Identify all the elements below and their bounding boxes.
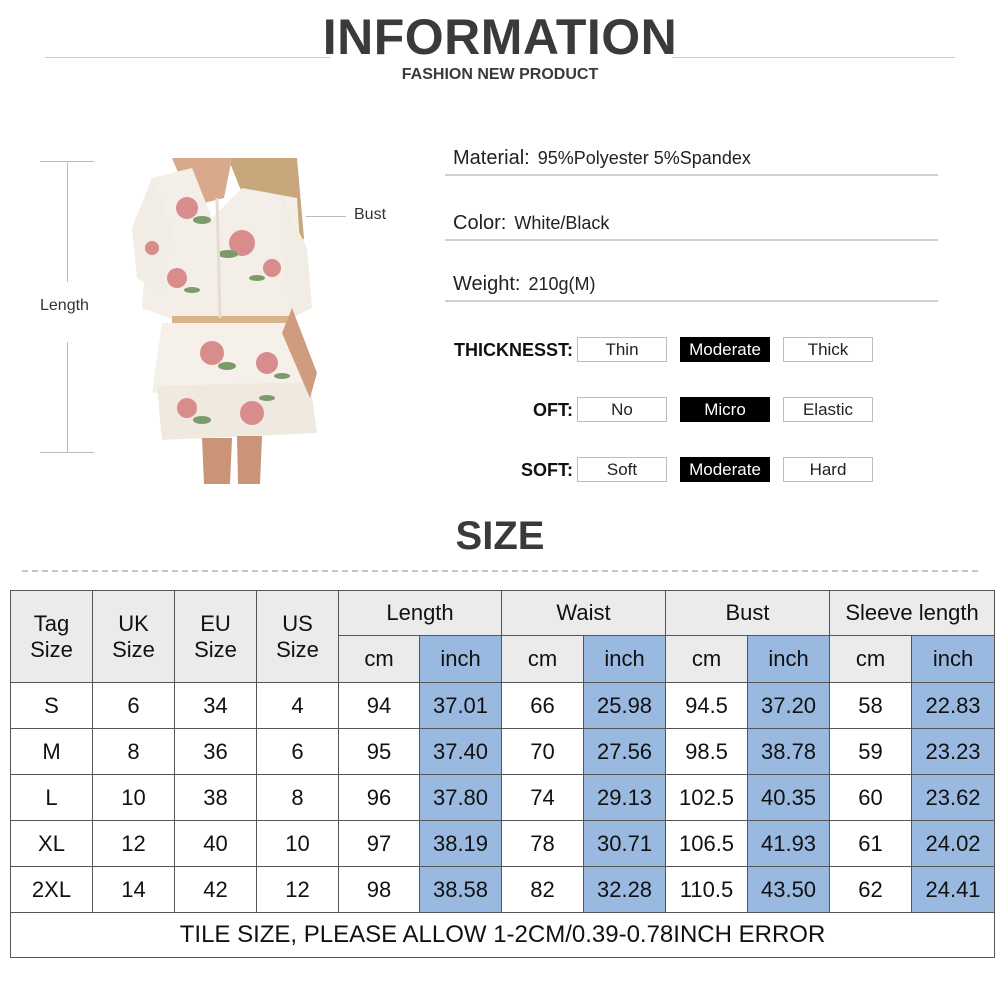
table-cell: 96 bbox=[339, 775, 420, 821]
table-cell: 74 bbox=[502, 775, 584, 821]
table-cell: 37.80 bbox=[420, 775, 502, 821]
table-cell: 22.83 bbox=[912, 683, 995, 729]
table-cell: 8 bbox=[93, 729, 175, 775]
thickness-option-thick[interactable]: Thick bbox=[783, 337, 873, 362]
weight-value: 210g(M) bbox=[528, 274, 596, 294]
table-cell: 14 bbox=[93, 867, 175, 913]
unit-cm: cm bbox=[666, 636, 748, 683]
table-cell: 40.35 bbox=[748, 775, 830, 821]
table-cell: 41.93 bbox=[748, 821, 830, 867]
bust-guide-label: Bust bbox=[354, 206, 387, 223]
table-cell: 70 bbox=[502, 729, 584, 775]
table-cell: 94 bbox=[339, 683, 420, 729]
size-table-note-row bbox=[11, 913, 995, 958]
table-cell: XL bbox=[11, 821, 93, 867]
table-cell: 97 bbox=[339, 821, 420, 867]
weight-divider bbox=[445, 300, 938, 302]
soft-option-hard[interactable]: Hard bbox=[783, 457, 873, 482]
table-cell: 58 bbox=[830, 683, 912, 729]
table-cell: 62 bbox=[830, 867, 912, 913]
table-cell: 2XL bbox=[11, 867, 93, 913]
oft-option-no[interactable]: No bbox=[577, 397, 667, 422]
material-value: 95%Polyester 5%Spandex bbox=[537, 148, 751, 168]
material-divider bbox=[445, 174, 938, 176]
table-cell: M bbox=[11, 729, 93, 775]
unit-cm: cm bbox=[830, 636, 912, 683]
unit-inch: inch bbox=[420, 636, 502, 683]
table-cell: 61 bbox=[830, 821, 912, 867]
soft-label: SOFT: bbox=[521, 460, 573, 480]
table-cell: 38.19 bbox=[420, 821, 502, 867]
table-row bbox=[11, 729, 995, 775]
length-guide-bottom-tick bbox=[40, 452, 94, 453]
table-cell: 10 bbox=[257, 821, 339, 867]
table-cell: 32.28 bbox=[584, 867, 666, 913]
table-cell: 98 bbox=[339, 867, 420, 913]
oft-label: OFT: bbox=[533, 400, 573, 420]
table-cell: 25.98 bbox=[584, 683, 666, 729]
oft-option-elastic[interactable]: Elastic bbox=[783, 397, 873, 422]
table-cell: 38.58 bbox=[420, 867, 502, 913]
table-cell: 23.23 bbox=[912, 729, 995, 775]
header-bust: Bust bbox=[666, 591, 830, 636]
product-photo bbox=[132, 158, 322, 484]
table-row bbox=[11, 775, 995, 821]
length-guide-label: Length bbox=[40, 297, 89, 314]
table-cell: 60 bbox=[830, 775, 912, 821]
table-cell: 95 bbox=[339, 729, 420, 775]
color-label: Color: bbox=[453, 212, 507, 234]
header-sleeve-length: Sleeve length bbox=[830, 591, 995, 636]
length-guide-lower-line bbox=[67, 342, 68, 452]
table-cell: 36 bbox=[175, 729, 257, 775]
header-length: Length bbox=[339, 591, 502, 636]
material-row bbox=[453, 147, 751, 170]
color-divider bbox=[445, 239, 938, 241]
table-cell: 98.5 bbox=[666, 729, 748, 775]
page-title: INFORMATION bbox=[322, 9, 678, 65]
table-cell: 59 bbox=[830, 729, 912, 775]
table-cell: 42 bbox=[175, 867, 257, 913]
table-row bbox=[11, 867, 995, 913]
table-cell: 40 bbox=[175, 821, 257, 867]
length-guide-upper-line bbox=[67, 161, 68, 282]
table-cell: 66 bbox=[502, 683, 584, 729]
table-cell: 27.56 bbox=[584, 729, 666, 775]
unit-inch: inch bbox=[748, 636, 830, 683]
unit-cm: cm bbox=[339, 636, 420, 683]
table-cell: 29.13 bbox=[584, 775, 666, 821]
table-cell: 94.5 bbox=[666, 683, 748, 729]
size-table-body bbox=[11, 683, 995, 913]
table-cell: 12 bbox=[257, 867, 339, 913]
header-tag-size: Tag Size bbox=[11, 591, 93, 683]
header-waist: Waist bbox=[502, 591, 666, 636]
table-cell: 38 bbox=[175, 775, 257, 821]
table-row bbox=[11, 821, 995, 867]
unit-inch: inch bbox=[912, 636, 995, 683]
soft-option-moderate[interactable]: Moderate bbox=[680, 457, 770, 482]
thickness-option-moderate[interactable]: Moderate bbox=[680, 337, 770, 362]
table-cell: 102.5 bbox=[666, 775, 748, 821]
size-section-divider bbox=[22, 570, 978, 572]
table-cell: 8 bbox=[257, 775, 339, 821]
unit-inch: inch bbox=[584, 636, 666, 683]
table-cell: 10 bbox=[93, 775, 175, 821]
table-cell: 106.5 bbox=[666, 821, 748, 867]
floral-dress-illustration bbox=[132, 158, 322, 484]
weight-row bbox=[453, 273, 595, 296]
table-cell: 37.01 bbox=[420, 683, 502, 729]
soft-option-soft[interactable]: Soft bbox=[577, 457, 667, 482]
table-cell: 37.20 bbox=[748, 683, 830, 729]
table-cell: 30.71 bbox=[584, 821, 666, 867]
table-cell: 23.62 bbox=[912, 775, 995, 821]
page-subtitle: FASHION NEW PRODUCT bbox=[401, 66, 599, 83]
thickness-label: THICKNESST: bbox=[453, 340, 573, 360]
weight-label: Weight: bbox=[453, 273, 521, 295]
thickness-option-thin[interactable]: Thin bbox=[577, 337, 667, 362]
size-table bbox=[10, 590, 995, 958]
color-value: White/Black bbox=[514, 213, 610, 233]
table-cell: 78 bbox=[502, 821, 584, 867]
header-us-size: US Size bbox=[257, 591, 339, 683]
table-cell: 34 bbox=[175, 683, 257, 729]
table-cell: 43.50 bbox=[748, 867, 830, 913]
table-cell: L bbox=[11, 775, 93, 821]
header-uk-size: UK Size bbox=[93, 591, 175, 683]
table-cell: 12 bbox=[93, 821, 175, 867]
table-cell: 4 bbox=[257, 683, 339, 729]
table-cell: 37.40 bbox=[420, 729, 502, 775]
unit-cm: cm bbox=[502, 636, 584, 683]
table-cell: 110.5 bbox=[666, 867, 748, 913]
size-error-note: TILE SIZE, PLEASE ALLOW 1-2CM/0.39-0.78INCH ERROR bbox=[11, 913, 995, 958]
table-cell: 24.41 bbox=[912, 867, 995, 913]
size-section-title: SIZE bbox=[455, 514, 545, 558]
table-cell: 24.02 bbox=[912, 821, 995, 867]
color-row bbox=[453, 212, 609, 235]
table-row bbox=[11, 683, 995, 729]
header-eu-size: EU Size bbox=[175, 591, 257, 683]
table-cell: 6 bbox=[93, 683, 175, 729]
oft-option-micro[interactable]: Micro bbox=[680, 397, 770, 422]
size-table-header-row bbox=[11, 591, 995, 636]
table-cell: S bbox=[11, 683, 93, 729]
table-cell: 6 bbox=[257, 729, 339, 775]
material-label: Material: bbox=[453, 147, 530, 169]
table-cell: 82 bbox=[502, 867, 584, 913]
table-cell: 38.78 bbox=[748, 729, 830, 775]
